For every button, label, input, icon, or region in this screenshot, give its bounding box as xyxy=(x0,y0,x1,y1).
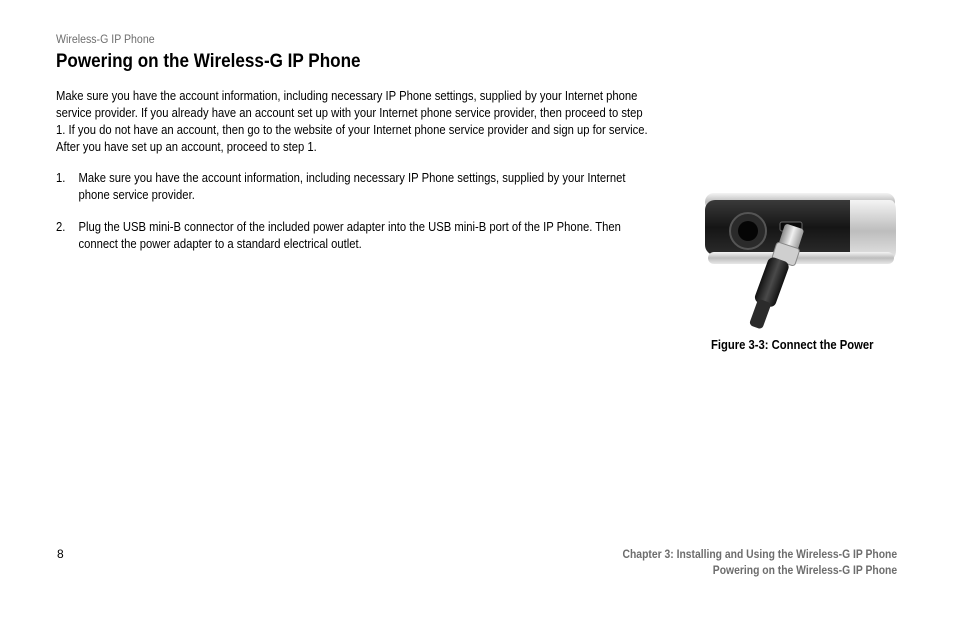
phone-usb-power-illustration xyxy=(700,190,900,330)
step-item xyxy=(56,219,659,253)
footer-chapter: Chapter 3: Installing and Using the Wireless-G IP Phone xyxy=(622,549,897,561)
step-text: Make sure you have the account information, including necessary IP Phone settings, supplied by your Internet phone service provider. xyxy=(78,171,626,202)
page-footer xyxy=(622,547,897,579)
page-number: 8 xyxy=(57,547,64,561)
cable-boot xyxy=(745,256,790,330)
steps-list xyxy=(56,170,659,268)
figure-caption: Figure 3-3: Connect the Power xyxy=(711,338,874,352)
device-bottom-rim xyxy=(708,252,894,264)
footer-section: Powering on the Wireless-G IP Phone xyxy=(712,565,897,577)
page-title: Powering on the Wireless-G IP Phone xyxy=(56,51,361,72)
step-number: 2. xyxy=(56,220,66,234)
step-number: 1. xyxy=(56,171,66,185)
running-header: Wireless-G IP Phone xyxy=(56,34,155,46)
step-item xyxy=(56,170,659,204)
power-connector-figure xyxy=(700,190,900,330)
step-text: Plug the USB mini-B connector of the included power adapter into the USB mini-B port of the IP Phone. Then connect the power adapter to a standard electrical outlet. xyxy=(78,220,621,251)
intro-paragraph: Make sure you have the account information, including necessary IP Phone settings, supplied by your Internet phone service provider. If you already have an account set up with your Internet phone service provider, then proceed to step 1. If you do not have an account, then go to the website of your Internet phone service provider and sign up for service. After you have set up an account, proceed to step 1. xyxy=(56,89,648,154)
headset-jack-hole xyxy=(738,221,758,241)
